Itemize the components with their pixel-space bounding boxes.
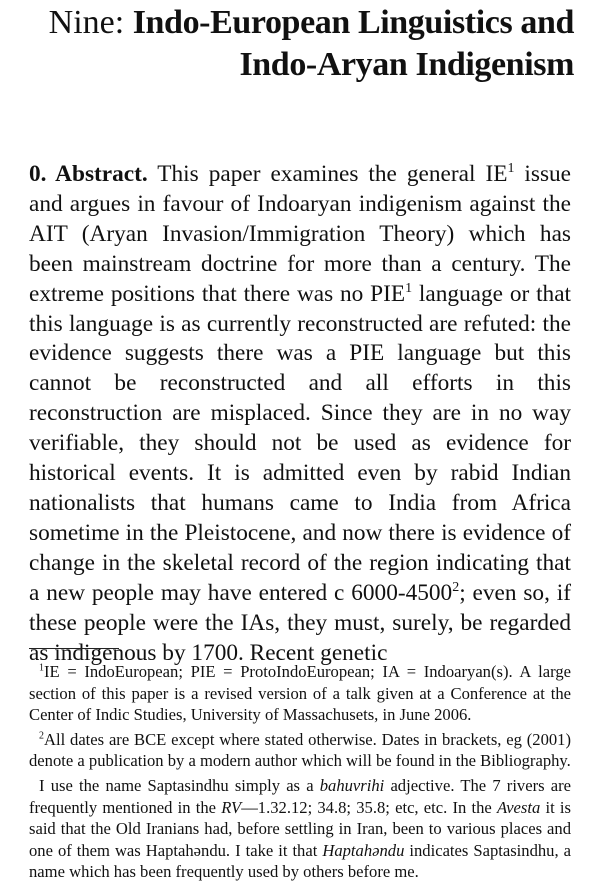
footnote-3-text-c: —1.32.12; 34.8; 35.8; etc, etc. In the — [241, 797, 497, 817]
chapter-title-line2: Indo-Aryan Indigenism — [239, 46, 574, 83]
abstract-text-2: issue and argues in favour of Indoaryan indigenism against the AIT (Aryan Invasion/Immigration Theory) which has been mainstream doctrine for more than a century. The extreme positions that there was no PIE — [29, 161, 572, 307]
footnote-1-text: IE = IndoEuropean; PIE = ProtoIndoEuropean; IA = Indoaryan(s). A large section of this paper is a revised version of a talk given at a Conference at the Center of Indic Studies, University of Massachusets, in June 2006. — [29, 662, 571, 725]
abstract-text-3: language or that this language is as currently reconstructed are refuted: the evidence suggests there was a PIE language but this cannot be reconstructed and all efforts in this reconstruction are misplaced. Since they are in no way verifiable, they should not be used as evidence for historical events. It is admitted even by rabid Indian nationalists that humans came to India from Africa sometime in the Pleistocene, and now there is evidence of change in the skeletal record of the region indicating that a new people may have entered c 6000-4500 — [29, 280, 572, 606]
footnote-2 — [29, 729, 571, 772]
footnote-3-term-bahuvrihi: bahuvrihi — [319, 775, 385, 795]
footnote-2-text: All dates are BCE except where stated otherwise. Dates in brackets, eg (2001) denote a publication by a modern author which will be found in the Bibliography. — [29, 729, 571, 771]
footnote-1 — [29, 661, 571, 726]
footnote-1-mark: 1 — [39, 662, 44, 674]
section-label: 0. Abstract. — [29, 161, 148, 187]
footnote-ref-2: 2 — [452, 579, 460, 595]
abstract-paragraph — [29, 160, 571, 668]
abstract-text-1: This paper examines the general IE — [147, 161, 508, 187]
footnotes — [29, 661, 571, 886]
chapter-number: Nine: — [48, 4, 133, 41]
footnote-3-text-b: adjective. The 7 rivers are frequently mentioned in the — [29, 775, 572, 817]
footnote-3 — [29, 775, 571, 883]
footnote-3-text-a: I use the name Saptasindhu simply as a — [39, 775, 320, 795]
footnote-3-term-avesta: Avesta — [496, 797, 541, 817]
footnote-2-mark: 2 — [39, 730, 44, 742]
footnote-3-text-e: indicates Saptasindhu, a name which has been frequently used by others before me. — [29, 840, 571, 882]
footnote-3-term-rv: RV — [221, 797, 242, 817]
abstract-text-4: ; even so, if these people were the IAs, they must, surely, be regarded as indigenous by 1700. Recent genetic — [29, 579, 571, 666]
footnote-ref-1b: 1 — [405, 280, 413, 296]
footnote-3-term-haptahendu: Haptahǝndu — [322, 840, 405, 860]
chapter-title-line1: Indo-European Linguistics and — [132, 4, 574, 41]
footnote-3-text-d: it is said that the Old Iranians had, before settling in Iran, been to various places and one of them was Haptahǝndu. I take it that — [29, 797, 571, 860]
chapter-heading — [14, 2, 574, 86]
chapter-heading-line1 — [14, 2, 574, 44]
footnote-divider — [29, 648, 119, 649]
footnote-ref-1: 1 — [507, 161, 515, 177]
